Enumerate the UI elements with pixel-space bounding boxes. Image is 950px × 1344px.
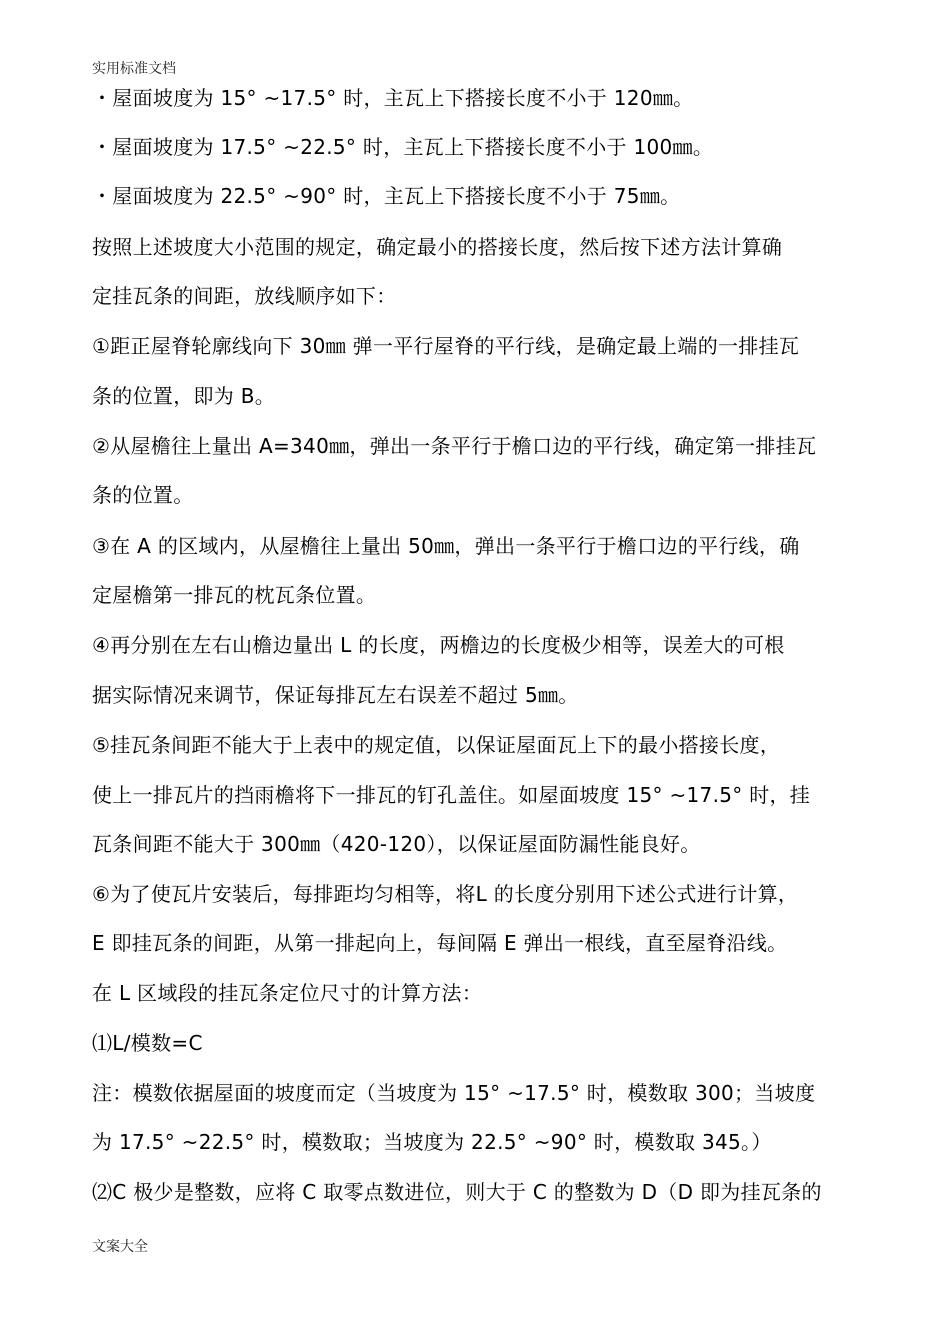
text-line: 条的位置，即为 B。 [92, 384, 276, 408]
text-line: E 即挂瓦条的间距，从第一排起向上，每间隔 E 弹出一根线，直至屋脊沿线。 [92, 931, 788, 955]
page-footer: 文案大全 [92, 1239, 148, 1255]
text-line: 按照上述坡度大小范围的规定，确定最小的搭接长度，然后按下述方法计算确 [92, 235, 783, 259]
text-line: ④再分别在左右山檐边量出 L 的长度，两檐边的长度极少相等，误差大的可根 [92, 633, 785, 657]
text-line: 定挂瓦条的间距，放线顺序如下： [92, 284, 397, 308]
text-line: 据实际情况来调节，保证每排瓦左右误差不超过 5㎜。 [92, 683, 579, 707]
text-line: ⑥为了使瓦片安装后，每排距均匀相等，将L 的长度分别用下述公式进行计算， [92, 882, 799, 906]
text-line: 使上一排瓦片的挡雨檐将下一排瓦的钉孔盖住。如屋面坡度 15° ~17.5° 时，挂 [92, 783, 811, 807]
text-line: 条的位置。 [92, 483, 194, 507]
text-line: ⑵C 极少是整数，应将 C 取零点数进位，则大于 C 的整数为 D（D 即为挂瓦条的 [92, 1180, 822, 1204]
page-header: 实用标准文档 [92, 61, 176, 77]
text-line: 瓦条间距不能大于 300㎜（420-120），以保证屋面防漏性能良好。 [92, 832, 701, 856]
text-line: ⑴L/模数=C [92, 1031, 203, 1055]
text-line: ・屋面坡度为 17.5° ~22.5° 时，主瓦上下搭接长度不小于 100㎜。 [92, 135, 714, 159]
text-line: ・屋面坡度为 22.5° ~90° 时，主瓦上下搭接长度不小于 75㎜。 [92, 184, 681, 208]
text-line: 在 L 区域段的挂瓦条定位尺寸的计算方法： [92, 981, 483, 1005]
text-line: ③在 A 的区域内，从屋檐往上量出 50㎜，弹出一条平行于檐口边的平行线，确 [92, 534, 800, 558]
text-line: ⑤挂瓦条间距不能大于上表中的规定值，以保证屋面瓦上下的最小搭接长度， [92, 733, 781, 757]
text-line: 为 17.5° ~22.5° 时，模数取；当坡度为 22.5° ~90° 时，模数取 345。） [92, 1130, 772, 1154]
text-line: 定屋檐第一排瓦的枕瓦条位置。 [92, 583, 377, 607]
text-line: ①距正屋脊轮廓线向下 30㎜ 弹一平行屋脊的平行线，是确定最上端的一排挂瓦 [92, 334, 800, 358]
text-line: ②从屋檐往上量出 A=340㎜，弹出一条平行于檐口边的平行线，确定第一排挂瓦 [92, 434, 817, 458]
text-line: 注：模数依据屋面的坡度而定（当坡度为 15° ~17.5° 时，模数取 300；当坡度 [92, 1081, 816, 1105]
text-line: ・屋面坡度为 15° ~17.5° 时，主瓦上下搭接长度不小于 120㎜。 [92, 86, 694, 110]
